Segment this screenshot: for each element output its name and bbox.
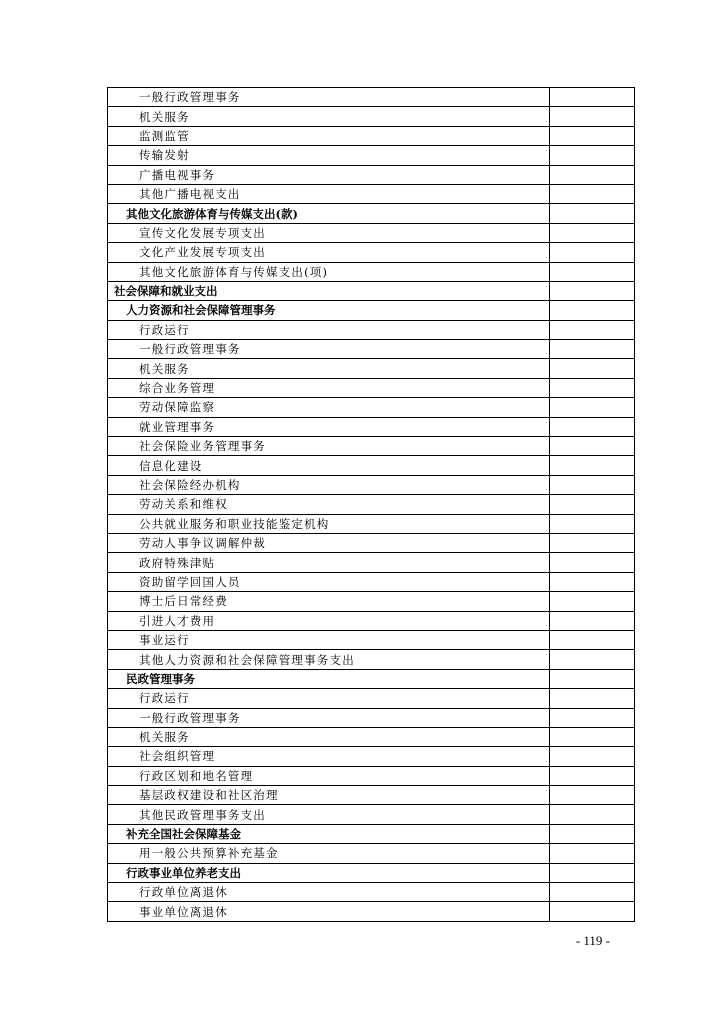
row-label: 机关服务 — [108, 107, 550, 126]
row-label: 人力资源和社会保障管理事务 — [108, 301, 550, 320]
row-label: 事业单位离退休 — [108, 902, 550, 921]
row-value — [550, 902, 635, 921]
table-row — [108, 456, 635, 475]
table-row — [108, 340, 635, 359]
table-row — [108, 281, 635, 300]
row-value — [550, 398, 635, 417]
row-value — [550, 669, 635, 688]
row-label: 民政管理事务 — [108, 669, 550, 688]
row-label: 监测监管 — [108, 126, 550, 145]
budget-table-body — [108, 88, 635, 922]
row-value — [550, 824, 635, 843]
row-label: 其他广播电视支出 — [108, 184, 550, 203]
row-value — [550, 146, 635, 165]
row-label: 广播电视事务 — [108, 165, 550, 184]
row-label: 机关服务 — [108, 359, 550, 378]
row-value — [550, 553, 635, 572]
table-row — [108, 204, 635, 223]
table-row — [108, 533, 635, 552]
row-label: 补充全国社会保障基金 — [108, 824, 550, 843]
row-value — [550, 883, 635, 902]
table-row — [108, 805, 635, 824]
row-value — [550, 301, 635, 320]
row-label: 事业运行 — [108, 630, 550, 649]
row-value — [550, 786, 635, 805]
row-value — [550, 107, 635, 126]
row-value — [550, 630, 635, 649]
row-value — [550, 262, 635, 281]
row-value — [550, 184, 635, 203]
row-value — [550, 88, 635, 107]
row-label: 文化产业发展专项支出 — [108, 243, 550, 262]
row-value — [550, 805, 635, 824]
row-value — [550, 126, 635, 145]
table-row — [108, 184, 635, 203]
table-row — [108, 107, 635, 126]
row-label: 劳动关系和维权 — [108, 495, 550, 514]
row-label: 行政运行 — [108, 689, 550, 708]
row-value — [550, 359, 635, 378]
row-label: 行政单位离退休 — [108, 883, 550, 902]
row-value — [550, 475, 635, 494]
row-value — [550, 437, 635, 456]
table-row — [108, 378, 635, 397]
table-row — [108, 514, 635, 533]
row-label: 引进人才费用 — [108, 611, 550, 630]
row-label: 公共就业服务和职业技能鉴定机构 — [108, 514, 550, 533]
table-row — [108, 689, 635, 708]
row-label: 基层政权建设和社区治理 — [108, 786, 550, 805]
row-value — [550, 204, 635, 223]
table-row — [108, 417, 635, 436]
row-label: 用一般公共预算补充基金 — [108, 844, 550, 863]
row-label: 其他文化旅游体育与传媒支出(项) — [108, 262, 550, 281]
row-label: 其他文化旅游体育与传媒支出(款) — [108, 204, 550, 223]
row-label: 劳动保障监察 — [108, 398, 550, 417]
row-label: 其他人力资源和社会保障管理事务支出 — [108, 650, 550, 669]
row-label: 社会组织管理 — [108, 747, 550, 766]
table-row — [108, 243, 635, 262]
table-row — [108, 223, 635, 242]
table-row — [108, 495, 635, 514]
row-label: 其他民政管理事务支出 — [108, 805, 550, 824]
table-row — [108, 553, 635, 572]
table-row — [108, 863, 635, 882]
row-value — [550, 844, 635, 863]
table-row — [108, 146, 635, 165]
row-value — [550, 747, 635, 766]
table-row — [108, 747, 635, 766]
table-row — [108, 902, 635, 921]
table-row — [108, 883, 635, 902]
page-number: - 119 - — [575, 933, 610, 948]
budget-table — [107, 87, 635, 922]
table-row — [108, 611, 635, 630]
table-row — [108, 572, 635, 591]
row-label: 传输发射 — [108, 146, 550, 165]
row-label: 社会保险经办机构 — [108, 475, 550, 494]
row-value — [550, 320, 635, 339]
row-value — [550, 495, 635, 514]
table-row — [108, 669, 635, 688]
row-label: 一般行政管理事务 — [108, 88, 550, 107]
table-row — [108, 475, 635, 494]
table-row — [108, 727, 635, 746]
row-value — [550, 689, 635, 708]
row-value — [550, 863, 635, 882]
row-value — [550, 766, 635, 785]
row-label: 就业管理事务 — [108, 417, 550, 436]
row-label: 资助留学回国人员 — [108, 572, 550, 591]
row-label: 信息化建设 — [108, 456, 550, 475]
row-value — [550, 456, 635, 475]
table-row — [108, 766, 635, 785]
row-label: 劳动人事争议调解仲裁 — [108, 533, 550, 552]
row-label: 社会保障和就业支出 — [108, 281, 550, 300]
row-label: 一般行政管理事务 — [108, 340, 550, 359]
table-row — [108, 844, 635, 863]
row-label: 博士后日常经费 — [108, 592, 550, 611]
table-row — [108, 786, 635, 805]
row-value — [550, 727, 635, 746]
row-value — [550, 417, 635, 436]
table-row — [108, 708, 635, 727]
table-row — [108, 262, 635, 281]
row-value — [550, 592, 635, 611]
row-label: 社会保险业务管理事务 — [108, 437, 550, 456]
row-value — [550, 533, 635, 552]
table-row — [108, 398, 635, 417]
row-value — [550, 650, 635, 669]
row-label: 综合业务管理 — [108, 378, 550, 397]
row-value — [550, 243, 635, 262]
row-value — [550, 165, 635, 184]
row-label: 行政运行 — [108, 320, 550, 339]
table-row — [108, 301, 635, 320]
table-row — [108, 126, 635, 145]
row-value — [550, 378, 635, 397]
table-row — [108, 630, 635, 649]
row-value — [550, 281, 635, 300]
row-value — [550, 514, 635, 533]
row-label: 宣传文化发展专项支出 — [108, 223, 550, 242]
row-label: 行政区划和地名管理 — [108, 766, 550, 785]
row-label: 一般行政管理事务 — [108, 708, 550, 727]
table-row — [108, 824, 635, 843]
table-row — [108, 320, 635, 339]
table-row — [108, 592, 635, 611]
table-row — [108, 88, 635, 107]
row-label: 政府特殊津贴 — [108, 553, 550, 572]
table-row — [108, 165, 635, 184]
row-label: 机关服务 — [108, 727, 550, 746]
table-row — [108, 437, 635, 456]
table-row — [108, 359, 635, 378]
row-value — [550, 223, 635, 242]
row-value — [550, 340, 635, 359]
row-value — [550, 611, 635, 630]
row-value — [550, 708, 635, 727]
row-value — [550, 572, 635, 591]
row-label: 行政事业单位养老支出 — [108, 863, 550, 882]
table-row — [108, 650, 635, 669]
